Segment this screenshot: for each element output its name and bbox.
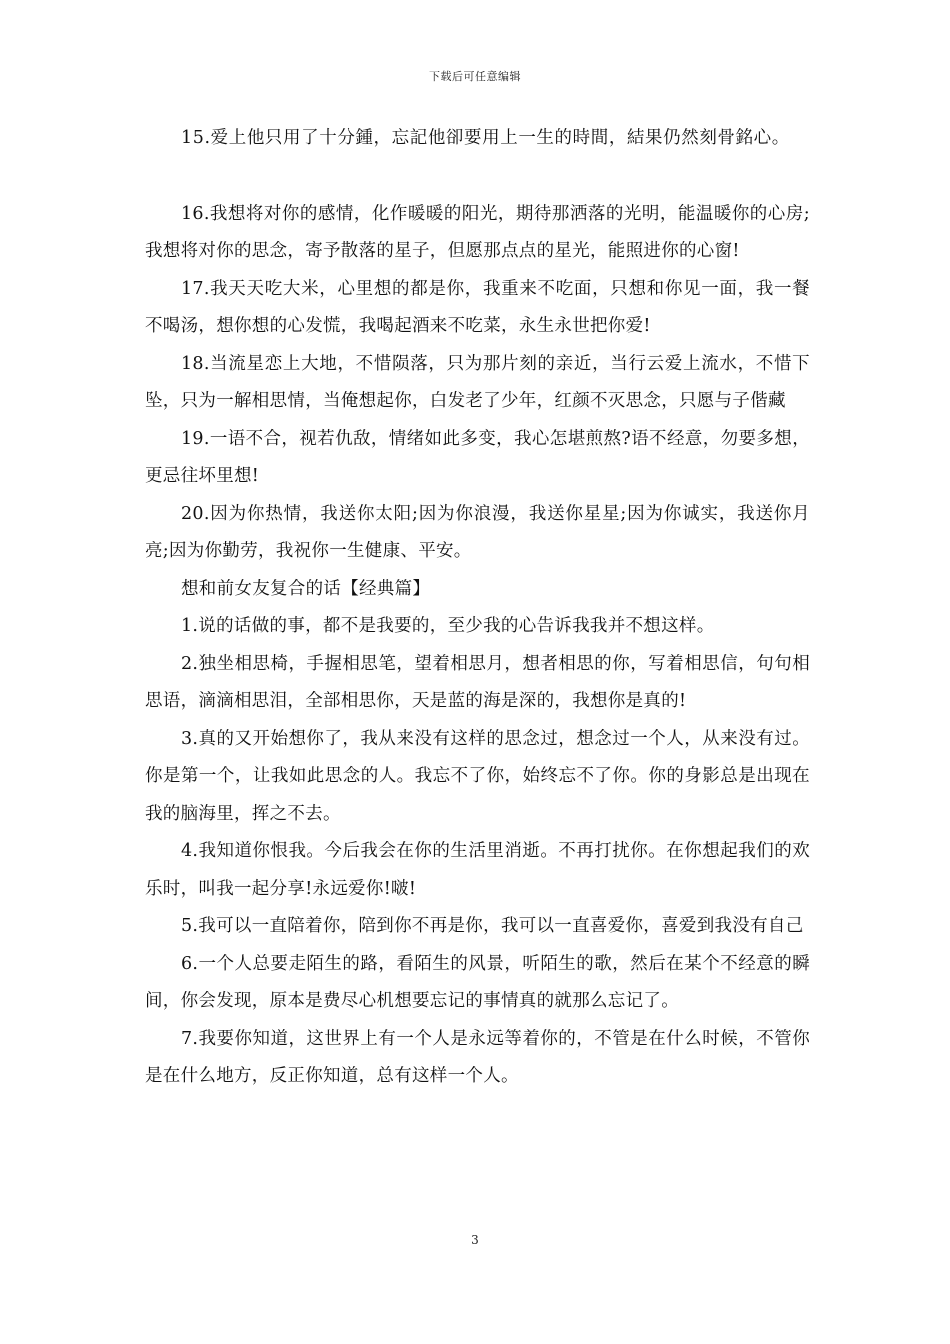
paragraph-gap [145,158,810,196]
paragraph-7: 7.我要你知道，这世界上有一个人是永远等着你的，不管是在什么时候，不管你是在什么地方，反正你知道，总有这样一个人。 [145,1028,810,1086]
paragraph-4: 4.我知道你恨我。今后我会在你的生活里消逝。不再打扰你。在你想起我们的欢乐时，叫我一起分享!永远爱你!啵! [145,841,810,899]
page-number: 3 [471,1233,479,1247]
paragraph-2: 2.独坐相思椅，手握相思笔，望着相思月，想者相思的你，写着相思信，句句相思语，滴滴相思泪，全部相思你，天是蓝的海是深的，我想你是真的! [145,653,810,711]
paragraph-16: 16.我想将对你的感情，化作暖暖的阳光，期待那洒落的光明，能温暖你的心房;我想将对你的思念，寄予散落的星子，但愿那点点的星光，能照进你的心窗! [145,203,810,261]
paragraph-15: 15.爱上他只用了十分鍾，忘記他卻要用上一生的時間，結果仍然刻骨銘心。 [181,128,790,148]
document-body [145,120,810,1096]
paragraph-5: 5.我可以一直陪着你，陪到你不再是你，我可以一直喜爱你，喜爱到我没有自己 [181,916,804,936]
page-header: 下载后可任意编辑 [429,70,521,83]
paragraph-6: 6.一个人总要走陌生的路，看陌生的风景，听陌生的歌，然后在某个不经意的瞬间，你会发现，原本是费尽心机想要忘记的事情真的就那么忘记了。 [145,953,810,1011]
paragraph-17: 17.我天天吃大米，心里想的都是你，我重来不吃面，只想和你见一面，我一餐不喝汤，想你想的心发慌，我喝起酒来不吃菜，永生永世把你爱! [145,278,810,336]
paragraph-1: 1.说的话做的事，都不是我要的，至少我的心告诉我我并不想这样。 [181,616,715,636]
paragraph-20: 20.因为你热情，我送你太阳;因为你浪漫，我送你星星;因为你诚实，我送你月亮;因为你勤劳，我祝你一生健康、平安。 [145,503,810,561]
paragraph-3: 3.真的又开始想你了，我从来没有这样的思念过，想念过一个人，从来没有过。你是第一个，让我如此思念的人。我忘不了你，始终忘不了你。你的身影总是出现在我的脑海里，挥之不去。 [145,728,810,824]
paragraph-18: 18.当流星恋上大地，不惜陨落，只为那片刻的亲近，当行云爱上流水，不惜下坠，只为一解相思情，当俺想起你，白发老了少年，红颜不灭思念，只愿与子偕藏 [145,353,810,411]
paragraph-19: 19.一语不合，视若仇敌，情绪如此多变，我心怎堪煎熬?语不经意，勿要多想，更忌往坏里想! [145,428,810,486]
section-heading: 想和前女友复合的话【经典篇】 [181,578,431,599]
